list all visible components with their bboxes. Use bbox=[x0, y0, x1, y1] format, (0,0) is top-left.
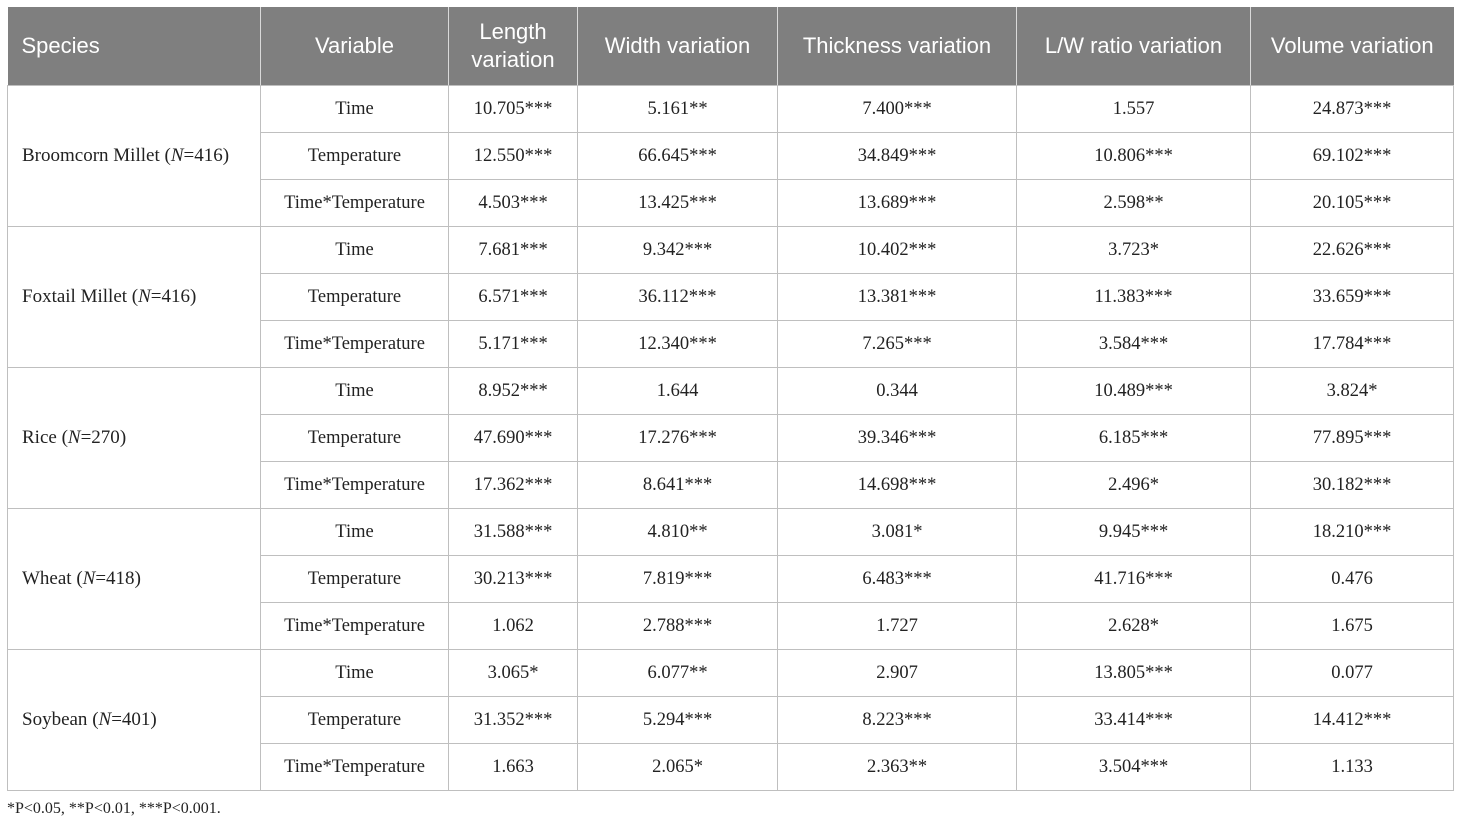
thickness-value-cell: 14.698*** bbox=[778, 462, 1017, 509]
variable-cell: Time*Temperature bbox=[261, 180, 449, 227]
species-cell: Wheat (N=418) bbox=[8, 509, 261, 650]
thickness-value-cell: 10.402*** bbox=[778, 227, 1017, 274]
length-value-cell: 30.213*** bbox=[449, 556, 578, 603]
species-cell: Soybean (N=401) bbox=[8, 650, 261, 791]
sample-size-value: =416 bbox=[183, 145, 223, 166]
width-value-cell: 8.641*** bbox=[578, 462, 778, 509]
length-value-cell: 47.690*** bbox=[449, 415, 578, 462]
volume-value-cell: 18.210*** bbox=[1251, 509, 1454, 556]
variable-cell: Temperature bbox=[261, 697, 449, 744]
width-value-cell: 5.294*** bbox=[578, 697, 778, 744]
thickness-value-cell: 8.223*** bbox=[778, 697, 1017, 744]
thickness-value-cell: 34.849*** bbox=[778, 133, 1017, 180]
sample-size-label: N bbox=[170, 145, 184, 166]
sample-size-label: N bbox=[82, 568, 96, 589]
volume-value-cell: 3.824* bbox=[1251, 368, 1454, 415]
lw-ratio-value-cell: 1.557 bbox=[1017, 86, 1251, 133]
thickness-value-cell: 39.346*** bbox=[778, 415, 1017, 462]
length-value-cell: 12.550*** bbox=[449, 133, 578, 180]
volume-value-cell: 17.784*** bbox=[1251, 321, 1454, 368]
variable-cell: Temperature bbox=[261, 556, 449, 603]
table-row bbox=[8, 650, 1454, 697]
volume-value-cell: 77.895*** bbox=[1251, 415, 1454, 462]
volume-value-cell: 14.412*** bbox=[1251, 697, 1454, 744]
table-row bbox=[8, 86, 1454, 133]
header-length-variation: Length variation bbox=[449, 7, 578, 86]
length-value-cell: 1.663 bbox=[449, 744, 578, 791]
width-value-cell: 4.810** bbox=[578, 509, 778, 556]
length-value-cell: 6.571*** bbox=[449, 274, 578, 321]
length-value-cell: 31.588*** bbox=[449, 509, 578, 556]
lw-ratio-value-cell: 41.716*** bbox=[1017, 556, 1251, 603]
header-row bbox=[8, 7, 1454, 86]
sample-size-value: =401 bbox=[111, 709, 151, 730]
variable-cell: Temperature bbox=[261, 274, 449, 321]
width-value-cell: 6.077** bbox=[578, 650, 778, 697]
variable-cell: Temperature bbox=[261, 133, 449, 180]
variable-cell: Time*Temperature bbox=[261, 321, 449, 368]
lw-ratio-value-cell: 11.383*** bbox=[1017, 274, 1251, 321]
variable-cell: Time bbox=[261, 368, 449, 415]
table-row bbox=[8, 368, 1454, 415]
table-row bbox=[8, 227, 1454, 274]
thickness-value-cell: 3.081* bbox=[778, 509, 1017, 556]
species-name: Broomcorn Millet bbox=[22, 145, 160, 166]
volume-value-cell: 24.873*** bbox=[1251, 86, 1454, 133]
length-value-cell: 8.952*** bbox=[449, 368, 578, 415]
width-value-cell: 2.788*** bbox=[578, 603, 778, 650]
volume-value-cell: 22.626*** bbox=[1251, 227, 1454, 274]
thickness-value-cell: 2.907 bbox=[778, 650, 1017, 697]
length-value-cell: 17.362*** bbox=[449, 462, 578, 509]
header-lw-ratio-variation: L/W ratio variation bbox=[1017, 7, 1251, 86]
variable-cell: Time bbox=[261, 509, 449, 556]
variable-cell: Time*Temperature bbox=[261, 744, 449, 791]
width-value-cell: 7.819*** bbox=[578, 556, 778, 603]
lw-ratio-value-cell: 3.504*** bbox=[1017, 744, 1251, 791]
sample-size-value: =416 bbox=[150, 286, 191, 307]
volume-value-cell: 33.659*** bbox=[1251, 274, 1454, 321]
length-value-cell: 3.065* bbox=[449, 650, 578, 697]
volume-value-cell: 1.133 bbox=[1251, 744, 1454, 791]
thickness-value-cell: 6.483*** bbox=[778, 556, 1017, 603]
width-value-cell: 17.276*** bbox=[578, 415, 778, 462]
species-name: Wheat bbox=[22, 568, 72, 589]
width-value-cell: 5.161** bbox=[578, 86, 778, 133]
thickness-value-cell: 2.363** bbox=[778, 744, 1017, 791]
lw-ratio-value-cell: 10.489*** bbox=[1017, 368, 1251, 415]
thickness-value-cell: 13.381*** bbox=[778, 274, 1017, 321]
width-value-cell: 36.112*** bbox=[578, 274, 778, 321]
thickness-value-cell: 7.400*** bbox=[778, 86, 1017, 133]
volume-value-cell: 20.105*** bbox=[1251, 180, 1454, 227]
table-body bbox=[8, 86, 1454, 791]
length-value-cell: 4.503*** bbox=[449, 180, 578, 227]
lw-ratio-value-cell: 2.628* bbox=[1017, 603, 1251, 650]
variable-cell: Temperature bbox=[261, 415, 449, 462]
lw-ratio-value-cell: 10.806*** bbox=[1017, 133, 1251, 180]
lw-ratio-value-cell: 9.945*** bbox=[1017, 509, 1251, 556]
width-value-cell: 66.645*** bbox=[578, 133, 778, 180]
thickness-value-cell: 1.727 bbox=[778, 603, 1017, 650]
variable-cell: Time*Temperature bbox=[261, 603, 449, 650]
width-value-cell: 2.065* bbox=[578, 744, 778, 791]
width-value-cell: 12.340*** bbox=[578, 321, 778, 368]
lw-ratio-value-cell: 6.185*** bbox=[1017, 415, 1251, 462]
sample-size-label: N bbox=[138, 286, 151, 307]
sample-size-value: =418 bbox=[95, 568, 135, 589]
anova-table bbox=[7, 7, 1454, 791]
volume-value-cell: 1.675 bbox=[1251, 603, 1454, 650]
table-footnote: *P<0.05, **P<0.01, ***P<0.001. bbox=[7, 800, 221, 817]
volume-value-cell: 0.476 bbox=[1251, 556, 1454, 603]
table-header bbox=[8, 7, 1454, 86]
variable-cell: Time*Temperature bbox=[261, 462, 449, 509]
lw-ratio-value-cell: 2.496* bbox=[1017, 462, 1251, 509]
sample-size-value: =270 bbox=[80, 427, 120, 448]
variable-cell: Time bbox=[261, 227, 449, 274]
length-value-cell: 7.681*** bbox=[449, 227, 578, 274]
volume-value-cell: 0.077 bbox=[1251, 650, 1454, 697]
header-species: Species bbox=[8, 7, 261, 86]
species-name: Soybean bbox=[22, 709, 88, 730]
width-value-cell: 13.425*** bbox=[578, 180, 778, 227]
lw-ratio-value-cell: 13.805*** bbox=[1017, 650, 1251, 697]
header-volume-variation: Volume variation bbox=[1251, 7, 1454, 86]
variable-cell: Time bbox=[261, 86, 449, 133]
header-width-variation: Width variation bbox=[578, 7, 778, 86]
species-name: Foxtail Millet bbox=[22, 286, 128, 307]
length-value-cell: 5.171*** bbox=[449, 321, 578, 368]
volume-value-cell: 30.182*** bbox=[1251, 462, 1454, 509]
lw-ratio-value-cell: 3.723* bbox=[1017, 227, 1251, 274]
table-row bbox=[8, 509, 1454, 556]
species-cell: Foxtail Millet (N=416) bbox=[8, 227, 261, 368]
length-value-cell: 31.352*** bbox=[449, 697, 578, 744]
length-value-cell: 10.705*** bbox=[449, 86, 578, 133]
anova-table-container bbox=[7, 7, 1453, 791]
width-value-cell: 9.342*** bbox=[578, 227, 778, 274]
species-cell: Rice (N=270) bbox=[8, 368, 261, 509]
thickness-value-cell: 13.689*** bbox=[778, 180, 1017, 227]
volume-value-cell: 69.102*** bbox=[1251, 133, 1454, 180]
species-cell: Broomcorn Millet (N=416) bbox=[8, 86, 261, 227]
species-name: Rice bbox=[22, 427, 57, 448]
lw-ratio-value-cell: 33.414*** bbox=[1017, 697, 1251, 744]
sample-size-label: N bbox=[98, 709, 112, 730]
thickness-value-cell: 0.344 bbox=[778, 368, 1017, 415]
thickness-value-cell: 7.265*** bbox=[778, 321, 1017, 368]
variable-cell: Time bbox=[261, 650, 449, 697]
header-variable: Variable bbox=[261, 7, 449, 86]
lw-ratio-value-cell: 2.598** bbox=[1017, 180, 1251, 227]
header-thickness-variation: Thickness variation bbox=[778, 7, 1017, 86]
lw-ratio-value-cell: 3.584*** bbox=[1017, 321, 1251, 368]
length-value-cell: 1.062 bbox=[449, 603, 578, 650]
width-value-cell: 1.644 bbox=[578, 368, 778, 415]
sample-size-label: N bbox=[67, 427, 81, 448]
